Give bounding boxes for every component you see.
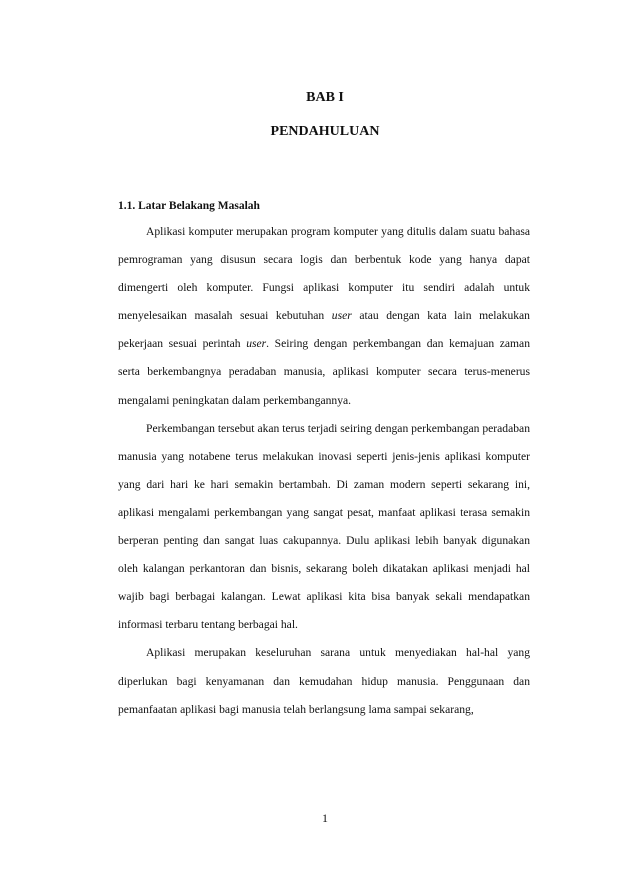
- body-text: [118, 218, 530, 724]
- page-number: 1: [322, 811, 328, 825]
- section-heading: 1.1. Latar Belakang Masalah: [118, 200, 260, 212]
- italic-term-user: user: [246, 337, 267, 351]
- italic-term-user: user: [331, 309, 352, 323]
- paragraph-1-part-a: Aplikasi komputer merupakan program komputer yang ditulis dalam suatu bahasa pemrograman yang disusun secara logis dan berbentuk kode yang hanya dapat dimengerti oleh komputer. Fungsi aplikasi komputer itu sendiri adalah untuk menyelesaikan masalah sesuai kebutuhan: [118, 225, 530, 323]
- paragraph-2: Perkembangan tersebut akan terus terjadi seiring dengan perkembangan peradaban manusia yang notabene terus melakukan inovasi seperti jenis-jenis aplikasi komputer yang dari hari ke hari semakin bertambah. Di zaman modern seperti sekarang ini, aplikasi mengalami perkembangan yang sangat pesat, manfaat aplikasi terasa semakin berperan penting dan sangat luas cakupannya. Dulu aplikasi lebih banyak digunakan oleh kalangan perkantoran dan bisnis, sekarang boleh dikatakan aplikasi menjadi hal wajib bagi berbagai kalangan. Lewat aplikasi kita bisa banyak sekali mendapatkan informasi terbaru tentang berbagai hal.: [118, 421, 530, 632]
- paragraph-1-part-b: atau dengan kata lain melakukan pekerjaan sesuai perintah: [118, 309, 530, 351]
- chapter-number: BAB I: [306, 90, 344, 105]
- chapter-title: PENDAHULUAN: [270, 124, 380, 139]
- paragraph-3: Aplikasi merupakan keseluruhan sarana untuk menyediakan hal-hal yang diperlukan bagi kenyamanan dan kemudahan hidup manusia. Penggunaan dan pemanfaatan aplikasi bagi manusia telah berlangsung lama sampai sekarang,: [118, 646, 530, 716]
- paragraph-1-part-c: . Seiring dengan perkembangan dan kemajuan zaman serta berkembangnya peradaban manusia, aplikasi komputer secara terus-menerus mengalami peningkatan dalam perkembangannya.: [118, 337, 530, 407]
- paragraph-1: [118, 218, 530, 415]
